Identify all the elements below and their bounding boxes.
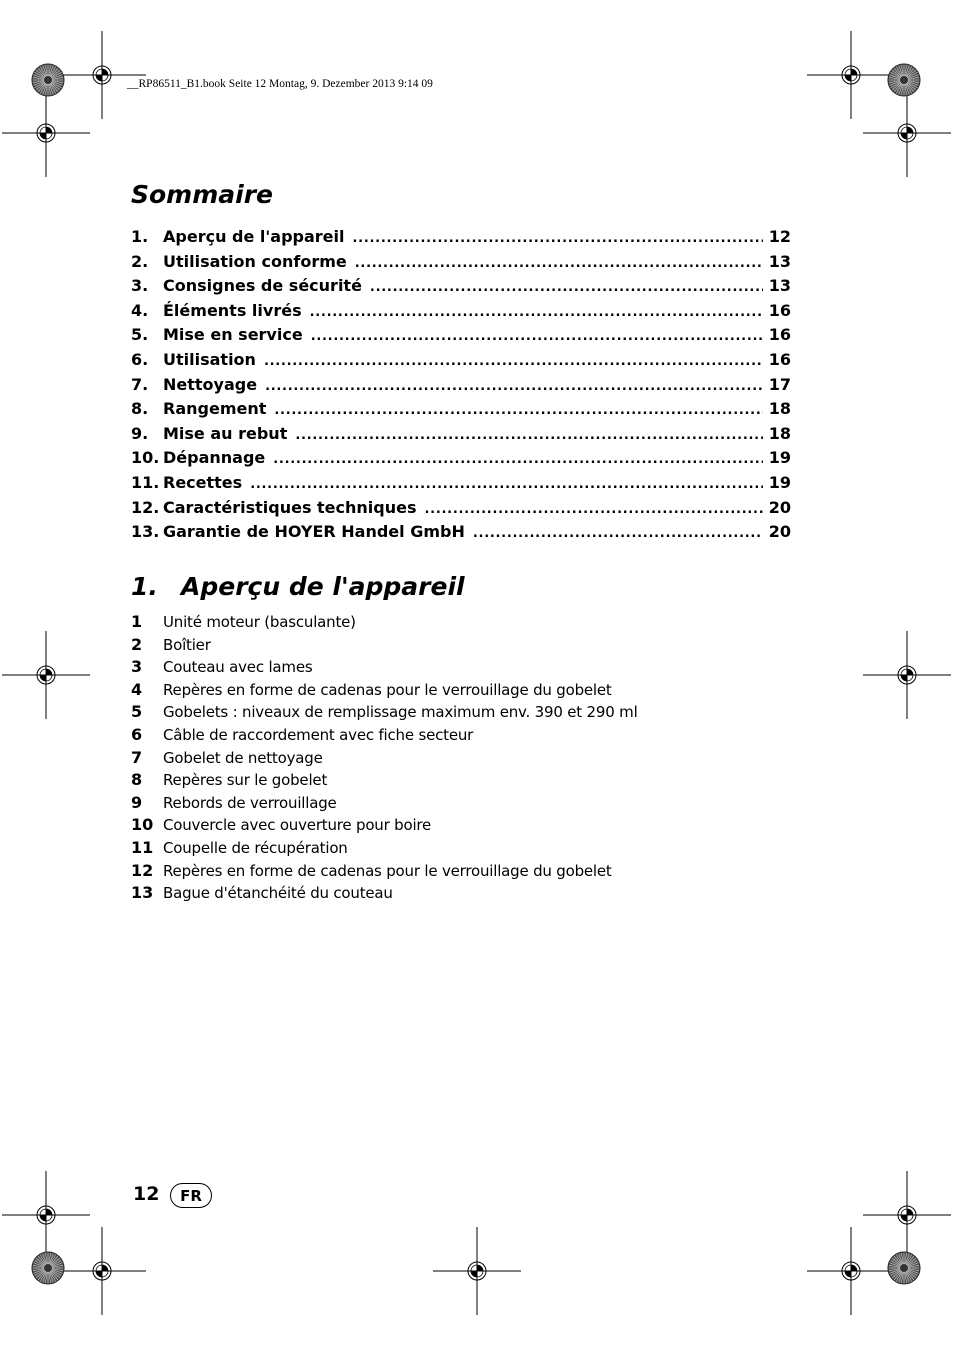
part-label: Gobelets : niveaux de remplissage maximum env. 390 et 290 ml (163, 703, 638, 722)
part-label: Bague d'étanchéité du couteau (163, 884, 393, 903)
color-registration-wheel-icon (48, 80, 49, 81)
toc-entry[interactable] (131, 399, 791, 424)
toc-entry-label: Caractéristiques techniques (163, 497, 417, 517)
list-item (131, 635, 831, 658)
toc-entry-number: 1. (131, 227, 149, 246)
part-number: 4 (131, 679, 143, 699)
toc-entry-number: 12. (131, 497, 160, 517)
part-number: 5 (131, 702, 143, 722)
toc-entry-number: 11. (131, 472, 160, 492)
toc-entry-number: 2. (131, 251, 149, 271)
part-number: 1 (131, 612, 143, 631)
crosshair-registration-icon (477, 1271, 478, 1272)
crosshair-registration-icon (907, 1215, 908, 1216)
list-item (131, 770, 831, 793)
part-label: Gobelet de nettoyage (163, 748, 323, 767)
section-heading: Aperçu de l'appareil (181, 572, 465, 601)
color-registration-wheel-icon (48, 1268, 49, 1269)
part-label: Couvercle avec ouverture pour boire (163, 816, 432, 835)
toc-entry[interactable] (131, 227, 791, 252)
crosshair-registration-icon (907, 133, 908, 134)
crosshair-registration-icon (851, 1271, 852, 1272)
toc-entry-number: 3. (131, 276, 149, 296)
toc-entry[interactable] (131, 252, 791, 277)
toc-entry-page: 19 (768, 448, 791, 468)
toc-entry-label: Éléments livrés (163, 300, 302, 320)
toc-entry[interactable] (131, 276, 791, 301)
toc-leader-dots (425, 502, 763, 517)
table-of-contents (131, 227, 791, 547)
list-item (131, 725, 831, 748)
toc-entry-label: Consignes de sécurité (163, 276, 362, 296)
toc-entry[interactable] (131, 350, 791, 375)
toc-entry-label: Aperçu de l'appareil (163, 227, 345, 246)
toc-entry[interactable] (131, 325, 791, 350)
crosshair-registration-icon (102, 1271, 103, 1272)
toc-leader-dots (311, 329, 763, 344)
list-item (131, 838, 831, 861)
part-number: 7 (131, 747, 143, 767)
list-item (131, 793, 831, 816)
part-label: Rebords de verrouillage (163, 793, 337, 812)
part-label: Couteau avec lames (163, 658, 313, 677)
toc-leader-dots (274, 403, 762, 418)
part-number: 8 (131, 770, 143, 790)
toc-entry-page: 20 (768, 522, 791, 542)
toc-leader-dots (353, 231, 763, 246)
part-label: Repères sur le gobelet (163, 771, 328, 790)
part-number: 11 (131, 837, 154, 857)
parts-list (131, 612, 831, 906)
print-file-info: __RP86511_B1.book Seite 12 Montag, 9. Dezember 2013 9:14 09 (127, 78, 433, 90)
list-item (131, 861, 831, 884)
crosshair-registration-icon (851, 75, 852, 76)
toc-entry-page: 18 (768, 399, 791, 419)
toc-leader-dots (473, 526, 763, 541)
toc-leader-dots (370, 280, 763, 295)
toc-entry-label: Recettes (163, 472, 243, 492)
part-label: Repères en forme de cadenas pour le verrouillage du gobelet (163, 861, 612, 880)
part-label: Boîtier (163, 635, 211, 654)
toc-entry-page: 13 (768, 276, 791, 296)
toc-title: Sommaire (131, 180, 274, 209)
section-number: 1. (131, 572, 158, 601)
toc-entry[interactable] (131, 424, 791, 449)
toc-entry-label: Mise en service (163, 325, 303, 345)
toc-entry-label: Utilisation (163, 349, 256, 369)
toc-entry-page: 12 (768, 227, 791, 246)
toc-leader-dots (295, 428, 762, 443)
toc-entry-number: 9. (131, 423, 149, 443)
toc-entry-label: Mise au rebut (163, 423, 288, 443)
toc-entry[interactable] (131, 375, 791, 400)
toc-entry-label: Dépannage (163, 448, 266, 468)
color-registration-wheel-icon (904, 1268, 905, 1269)
crosshair-registration-icon (46, 1215, 47, 1216)
part-number: 3 (131, 657, 143, 677)
list-item (131, 748, 831, 771)
toc-entry-page: 16 (768, 349, 791, 369)
toc-leader-dots (355, 256, 763, 271)
toc-entry-number: 4. (131, 300, 149, 320)
part-number: 6 (131, 724, 143, 744)
list-item (131, 702, 831, 725)
toc-leader-dots (250, 477, 763, 492)
crosshair-registration-icon (102, 75, 103, 76)
toc-entry-number: 5. (131, 325, 149, 345)
toc-entry-page: 16 (768, 325, 791, 345)
toc-entry-label: Garantie de HOYER Handel GmbH (163, 522, 465, 542)
part-number: 9 (131, 792, 143, 812)
toc-entry[interactable] (131, 473, 791, 498)
toc-entry-number: 13. (131, 522, 160, 542)
list-item (131, 680, 831, 703)
part-label: Repères en forme de cadenas pour le verrouillage du gobelet (163, 680, 612, 699)
toc-leader-dots (264, 354, 763, 369)
list-item (131, 657, 831, 680)
toc-leader-dots (265, 379, 763, 394)
part-number: 13 (131, 883, 154, 903)
crosshair-registration-icon (907, 675, 908, 676)
toc-entry-number: 10. (131, 448, 160, 468)
part-number: 12 (131, 860, 154, 880)
toc-entry-page: 13 (768, 251, 791, 271)
part-number: 10 (131, 815, 154, 835)
crosshair-registration-icon (46, 675, 47, 676)
toc-entry[interactable] (131, 522, 791, 547)
toc-entry-label: Utilisation conforme (163, 251, 347, 271)
language-badge: FR (170, 1183, 212, 1208)
toc-entry-page: 19 (768, 472, 791, 492)
toc-entry-label: Nettoyage (163, 374, 258, 394)
toc-leader-dots (310, 305, 763, 320)
toc-entry-number: 6. (131, 349, 149, 369)
section-title (131, 572, 465, 601)
toc-entry-page: 16 (768, 300, 791, 320)
list-item (131, 612, 831, 635)
part-number: 2 (131, 634, 143, 654)
toc-leader-dots (273, 452, 762, 467)
toc-entry-number: 8. (131, 399, 149, 419)
toc-entry-page: 17 (768, 374, 791, 394)
part-label: Câble de raccordement avec fiche secteur (163, 725, 474, 744)
list-item (131, 883, 831, 906)
color-registration-wheel-icon (904, 80, 905, 81)
toc-entry[interactable] (131, 301, 791, 326)
toc-entry-label: Rangement (163, 399, 267, 419)
toc-entry-page: 20 (768, 497, 791, 517)
toc-entry[interactable] (131, 498, 791, 523)
part-label: Unité moteur (basculante) (163, 613, 356, 631)
list-item (131, 815, 831, 838)
toc-entry[interactable] (131, 448, 791, 473)
crosshair-registration-icon (46, 133, 47, 134)
toc-entry-page: 18 (768, 423, 791, 443)
part-label: Coupelle de récupération (163, 838, 348, 857)
page-number: 12 (133, 1183, 160, 1205)
toc-entry-number: 7. (131, 374, 149, 394)
